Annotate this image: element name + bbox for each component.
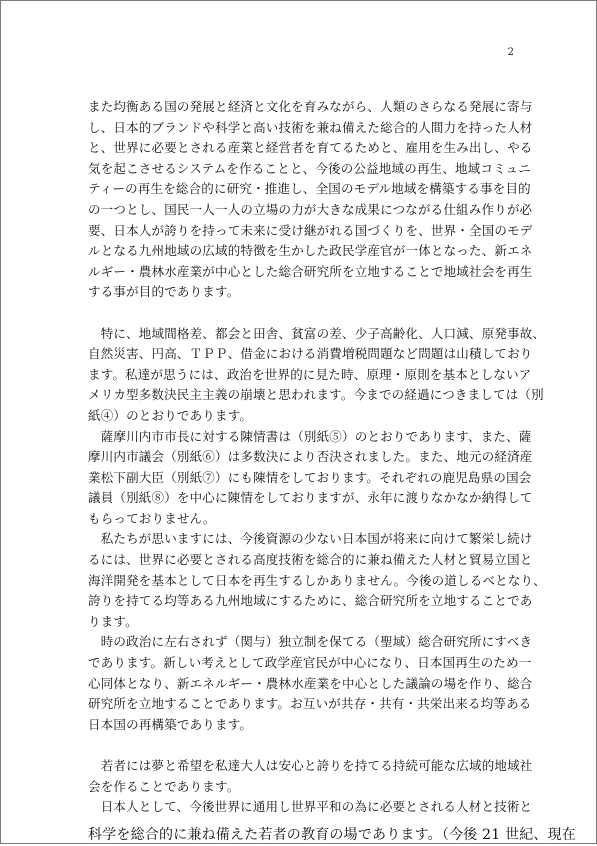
text-line: もらっておりません。 <box>88 510 216 526</box>
text-line: 海洋開発を基本として日本を再生するしかありません。今後の道しるべとなり、 <box>88 572 546 588</box>
text-line: 日本国の再構築であります。 <box>88 716 253 732</box>
text-line: 私たちが思いますには、今後資源の少ない日本国が将来に向けて繁栄し続け <box>88 531 533 547</box>
text-line: ります。 <box>88 613 138 629</box>
paragraph <box>88 97 533 303</box>
paragraph <box>88 756 533 818</box>
text-line: 自然災害、円高、ＴＰＰ、借金における消費増税問題など問題は山積しており <box>88 346 533 362</box>
text-line: 気を起こさせるシステムを作ることと、今後の公益地域の再生、地域コミュニ <box>88 160 532 176</box>
paragraph <box>88 824 576 846</box>
text-line: 時の政治に左右されず（関与）独立制を保てる（聖域）総合研究所にすべき <box>88 634 533 650</box>
text-line: 議員（別紙⑧）を中心に陳情をしておりますが、永年に渡りなかなか納得して <box>88 490 533 506</box>
paragraph <box>88 529 546 632</box>
text-line: 摩川内市議会（別紙⑥）は多数決により否決されました。また、地元の経済産 <box>88 449 533 465</box>
text-line: 研究所を立地することであります。お互いが共存・共有・共栄出来る均等ある <box>88 696 532 712</box>
text-line: する事が目的であります。 <box>88 284 240 300</box>
paragraph <box>88 632 533 735</box>
text-line: 会を作ることであります。 <box>88 778 240 794</box>
text-line: ます。私達が思うには、政治を世界的に見た時、原理・原則を基本としないア <box>88 366 532 382</box>
text-line: ルギー・農林水産業が中心とした総合研究所を立地することで地域社会を再生 <box>88 263 533 279</box>
text-line: 日本人として、今後世界に通用し世界平和の為に必要とされる人材と技術と <box>88 799 533 815</box>
text-line: 科学を総合的に兼ね備えた若者の教育の場であります。（今後 21 世紀、現在 <box>88 826 576 843</box>
text-line: 心同体となり、新エネルギー・農林水産業を中心とした議論の場を作り、総合 <box>88 675 533 691</box>
text-line: メリカ型多数決民主主義の崩壊と思われます。今までの経過につきましては（別 <box>88 387 544 403</box>
text-line: ルとなる九州地域の広域的特徴を生かした政民学産官が一体となった、新エネ <box>88 243 533 259</box>
text-line: 要、日本人が誇りを持って未来に受け継がれる国づくりを、世界・全国のモデ <box>88 222 533 238</box>
paragraph <box>88 324 546 427</box>
text-line: 誇りを持てる均等ある九州地域にするために、総合研究所を立地することであ <box>88 593 533 609</box>
paragraph-gap <box>88 735 516 756</box>
text-line: と、世界に必要とされる産業と経営者を育てるためと、雇用を生み出し、やる <box>88 140 533 156</box>
text-line: また均衡ある国の発展と経済と文化を育みながら、人類のさらなる発展に寄与 <box>88 99 533 114</box>
text-line: 薩摩川内市市長に対する陳情書は（別紙⑤）のとおりであります、また、薩 <box>88 428 532 444</box>
document-body <box>88 97 576 846</box>
text-line: ティーの再生を総合的に研究・推進し、全国のモデル地域を構築する事を目的 <box>88 181 531 197</box>
text-line: 特に、地域間格差、都会と田舎、貧富の差、少子高齢化、人口減、原発事故、 <box>88 325 546 341</box>
text-line: 若者には夢と希望を私達大人は安心と誇りを持てる持続可能な広域的地域社 <box>88 758 533 773</box>
text-line: の一つとし、国民一人一人の立場の力が大きな成果につながる仕組み作りが必 <box>88 201 533 217</box>
text-line: 紙④）のとおりであります。 <box>88 407 253 423</box>
paragraph <box>88 427 533 530</box>
text-line: であります。新しい考えとして政学産官民が中心になり、日本国再生のため一 <box>88 655 532 671</box>
paragraph-gap <box>88 303 516 324</box>
text-line: 業松下副大臣（別紙⑦）にも陳情をしております。それぞれの鹿児島県の国会 <box>88 469 532 485</box>
page-number: 2 <box>507 47 514 58</box>
text-line: るには、世界に必要とされる高度技術を総合的に兼ね備えた人材と貿易立国と <box>88 552 533 568</box>
text-line: し、日本的ブランドや科学と高い技術を兼ね備えた総合的人間力を持った人材 <box>88 119 533 135</box>
